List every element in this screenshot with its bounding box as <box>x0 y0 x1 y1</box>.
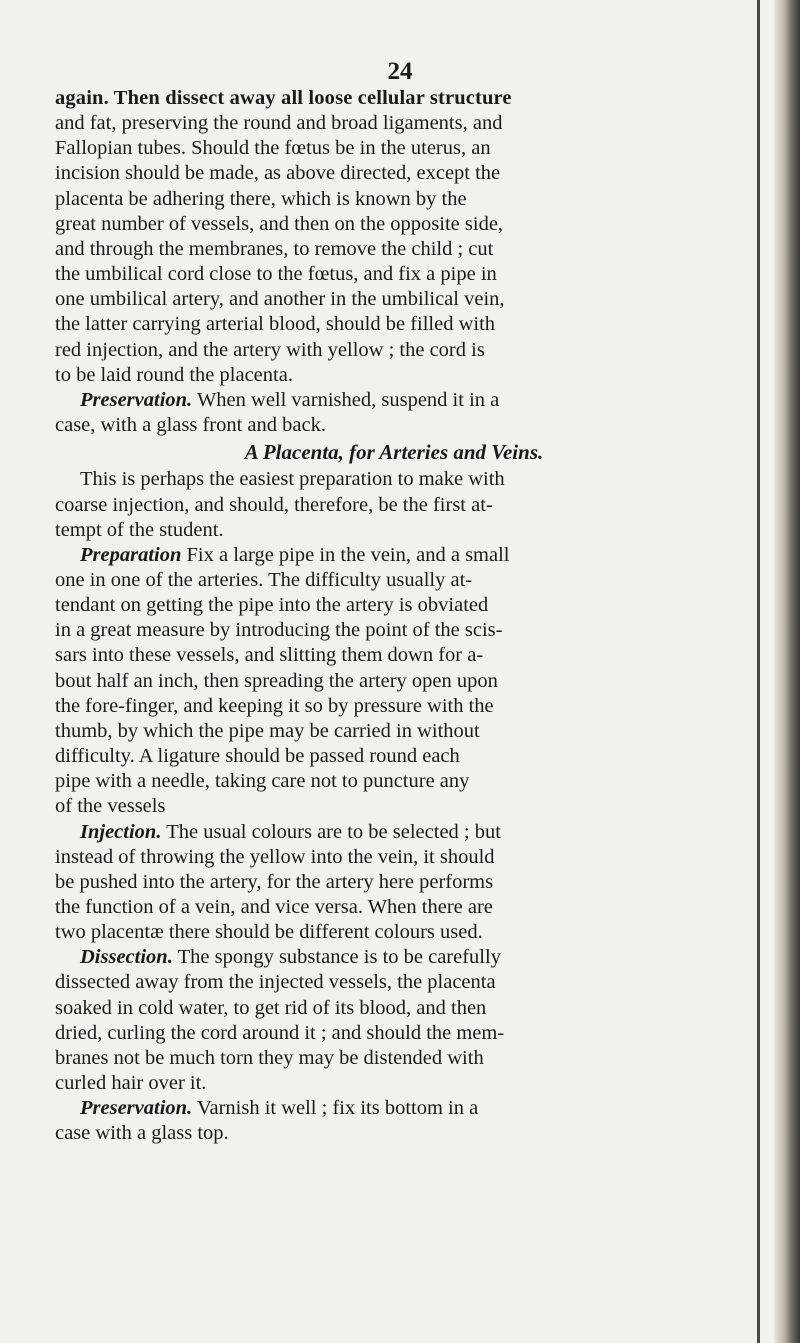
text-line: in a great measure by introducing the point of the scis- <box>55 619 503 642</box>
page-gutter-edge <box>774 0 800 1343</box>
text-line: and fat, preserving the round and broad ligaments, and <box>55 112 503 135</box>
text-line: Fallopian tubes. Should the fœtus be in the uterus, an <box>55 137 491 160</box>
text-line: coarse injection, and should, therefore, be the first at- <box>55 493 493 516</box>
text-line: great number of vessels, and then on the opposite side, <box>55 212 504 235</box>
paragraph-lead: Dissection. <box>80 946 173 969</box>
text-line: to be laid round the placenta. <box>55 363 293 386</box>
text-line: be pushed into the artery, for the artery here performs <box>55 870 494 893</box>
text-line: one umbilical artery, and another in the umbilical vein, <box>55 288 505 311</box>
text-line: and through the membranes, to remove the child ; cut <box>55 237 494 260</box>
text-line: the umbilical cord close to the fœtus, and fix a pipe in <box>55 263 497 286</box>
paragraph-lead: Preservation. <box>80 1097 193 1120</box>
text-line: dissected away from the injected vessels, the placenta <box>55 971 496 994</box>
text-line: placenta be adhering there, which is known by the <box>55 187 467 210</box>
text-line: sars into these vessels, and slitting them down for a- <box>55 644 484 667</box>
text-line: curled hair over it. <box>55 1072 207 1095</box>
paragraph-lead: Preservation. <box>80 388 193 411</box>
text-line: Varnish it well ; fix its bottom in a <box>196 1097 479 1120</box>
text-line: pipe with a needle, taking care not to puncture any <box>55 770 470 793</box>
paragraph-preservation-final <box>55 1096 733 1146</box>
text-line: The spongy substance is to be carefully <box>177 946 501 969</box>
paragraph-lead: Preparation <box>80 543 182 566</box>
text-line: case, with a glass front and back. <box>55 414 326 437</box>
text-line: bout half an inch, then spreading the artery open upon <box>55 669 498 692</box>
text-line: thumb, by which the pipe may be carried in without <box>55 719 480 742</box>
paragraph-injection <box>55 820 733 946</box>
paragraph-preparation <box>55 543 733 820</box>
text-line: dried, curling the cord around it ; and should the mem- <box>55 1021 505 1044</box>
text-line: The usual colours are to be selected ; but <box>166 820 501 843</box>
paragraph-lead: Injection. <box>80 820 162 843</box>
text-line: When well varnished, suspend it in a <box>196 388 500 411</box>
text-line: two placentæ there should be different colours used. <box>55 921 483 944</box>
text-line: the latter carrying arterial blood, should be filled with <box>55 313 496 336</box>
body-text <box>55 86 733 1147</box>
paragraph-continuation <box>55 86 733 388</box>
text-line: of the vessels <box>55 795 166 818</box>
text-line: one in one of the arteries. The difficulty usually at- <box>55 568 473 591</box>
paragraph-dissection <box>55 945 733 1096</box>
text-line: tendant on getting the pipe into the artery is obviated <box>55 594 489 617</box>
paragraph-preservation <box>55 388 733 438</box>
text-line: Fix a large pipe in the vein, and a small <box>186 543 510 566</box>
text-line: the function of a vein, and vice versa. When there are <box>55 896 493 918</box>
text-line: again. Then dissect away all loose cellular structure <box>55 87 512 109</box>
text-line: case with a glass top. <box>55 1122 229 1145</box>
text-line: soaked in cold water, to get rid of its blood, and then <box>55 996 487 1019</box>
text-line: tempt of the student. <box>55 518 224 541</box>
paragraph-intro <box>55 467 733 542</box>
text-line: This is perhaps the easiest preparation to make with <box>80 468 505 491</box>
text-line: the fore-finger, and keeping it so by pressure with the <box>55 694 494 717</box>
text-line: branes not be much torn they may be distended with <box>55 1046 484 1069</box>
section-heading: A Placenta, for Arteries and Veins. <box>244 440 544 465</box>
text-line: incision should be made, as above directed, except the <box>55 162 501 185</box>
text-line: instead of throwing the yellow into the vein, it should <box>55 845 495 868</box>
binding-shadow-line <box>757 0 760 1343</box>
page-number: 24 <box>387 58 413 85</box>
text-line: difficulty. A ligature should be passed round each <box>55 745 460 768</box>
text-line: red injection, and the artery with yellow ; the cord is <box>55 338 485 361</box>
